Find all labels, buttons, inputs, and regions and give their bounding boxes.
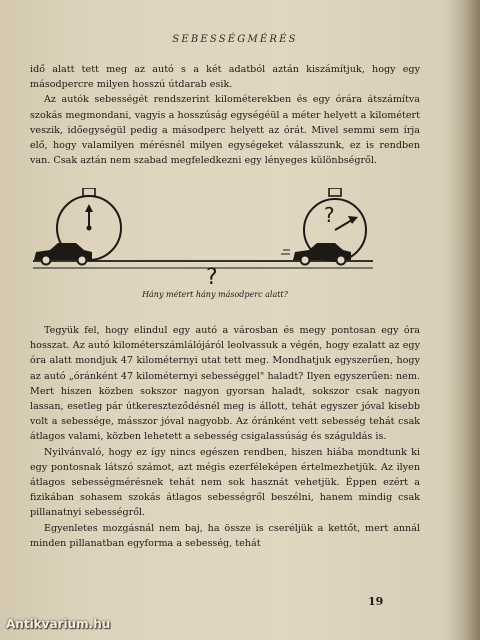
page-number: 19 (368, 595, 384, 608)
stopwatch-question-mark: ? (324, 203, 335, 227)
text-block-bottom (30, 323, 420, 551)
paragraph: Nyilvánvaló, hogy ez így nincs egészen rendben, hiszen hiába mondtunk ki egy pontosnak látszó számot, azt mégis ezerféleképen értelmezhetjük. Az ilyen átlagos sebességmérésnek tehát nem sok hasznát vehetjük. Éppen ezért a fizikában sohasem szokás átlagos sebességről beszélni, hanem mindig csak pillanatnyi sebességről. (30, 446, 420, 519)
figure-caption: Hány métert hány másodperc alatt? (142, 290, 288, 299)
paragraph: Tegyük fel, hogy elindul egy autó a városban és megy pontosan egy óra hosszat. Az autó kilométerszámlálójáról leolvassuk a végén, hogy ezalatt az egy óra alatt mondjuk 47 kilométernyi utat tett meg. Mondhatjuk egyszerűen, hogy az autó „óránként 47 kilométernyi sebességgel" haladt? Ilyen egyszerűen: nem. Mert hiszen közben sokszor nagyon gyorsan haladt, sokszor csak nagyon lassan, esetleg pár útkereszteződésnél meg is állott, tehát egyszer jóval kisebb volt a sebessége, másszor jóval nagyobb. Az óránként vett sebesség tehát csak átlagos valami, közben lehetett a sebesség csigalassúság és száguldás is. (30, 325, 420, 443)
paragraph: Az autók sebességét rendszerint kilométerekben és egy órára átszámítva szokás megmondani, vagyis a hosszúság egységéül a méter helyett a kilométert veszik, időegységül pedig a másodperc helyett az órát. Mivel semmi sem írja elő, hogy valamilyen mérésnél milyen egységeket válasszunk, ez is rendben van. Csak aztán nem szabad megfeledkezni egy lényeges különbségről. (30, 94, 420, 167)
paragraph: idő alatt tett meg az autó s a két adatból aztán kiszámítjuk, hogy egy másodpercre milyen hosszú útdarab esik. (30, 64, 420, 91)
distance-question-mark: ? (206, 265, 218, 290)
watermark-logo: Antikvarium.hu (6, 617, 111, 631)
page-spine-shadow (446, 0, 480, 640)
running-header: SEBESSÉGMÉRÉS (172, 34, 298, 45)
text-block-top (30, 62, 420, 168)
paragraph: Egyenletes mozgásnál nem baj, ha össze is cseréljük a kettőt, mert annál minden pillanatban egyforma a sebesség, tehát (30, 522, 420, 549)
